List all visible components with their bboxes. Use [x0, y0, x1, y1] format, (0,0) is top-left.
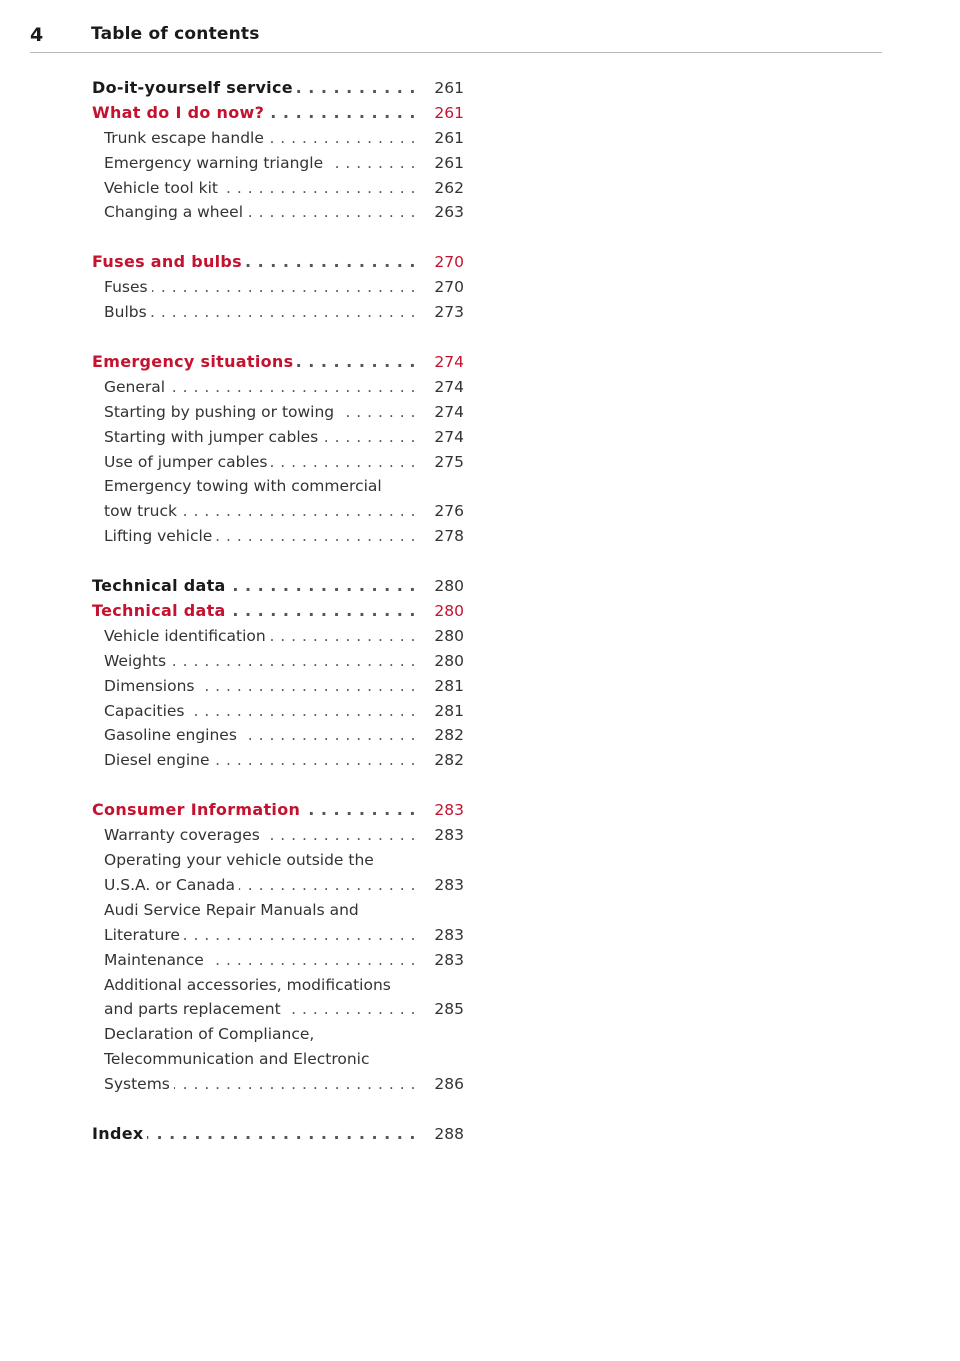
- toc-label: [104, 699, 416, 723]
- toc-heading[interactable]: [92, 599, 466, 624]
- toc-label: [92, 599, 416, 623]
- toc-label: [104, 200, 416, 224]
- toc-label: [104, 176, 416, 200]
- toc-label-text: Gasoline engines: [104, 726, 241, 744]
- toc-label-text: Bulbs: [104, 303, 151, 321]
- toc-entry[interactable]: [92, 524, 466, 549]
- toc-heading[interactable]: [92, 798, 466, 823]
- toc-entry[interactable]: [92, 823, 466, 848]
- toc-entry[interactable]: [92, 973, 466, 998]
- toc-label: [104, 400, 416, 424]
- toc-page-number: 282: [434, 726, 464, 745]
- toc-entry[interactable]: [92, 898, 466, 923]
- toc-label-text: Declaration of Compliance,: [104, 1025, 318, 1043]
- toc-label-text: Changing a wheel: [104, 203, 247, 221]
- toc-entry[interactable]: [92, 425, 466, 450]
- toc-entry[interactable]: [92, 300, 466, 325]
- toc-label-text: Index: [92, 1124, 147, 1143]
- toc-page-number: 281: [434, 701, 464, 720]
- toc-page-number: 280: [434, 602, 464, 621]
- toc-label-text: Use of jumper cables: [104, 453, 271, 471]
- toc-entry[interactable]: [92, 674, 466, 699]
- toc-heading[interactable]: [92, 250, 466, 275]
- toc-label: [92, 574, 416, 598]
- toc-entry[interactable]: [92, 723, 466, 748]
- toc-page-number: 283: [434, 875, 464, 894]
- toc-label-text: Literature: [104, 926, 184, 944]
- toc-label-text: General: [104, 378, 169, 396]
- toc-page-number: 283: [434, 826, 464, 845]
- toc-label-text: Vehicle tool kit: [104, 179, 222, 197]
- toc-label: [92, 250, 416, 274]
- toc-page-number: 283: [434, 925, 464, 944]
- toc-label: [92, 798, 416, 822]
- toc-label: [104, 450, 416, 474]
- toc-page-number: 270: [434, 253, 464, 272]
- toc-page-number: 261: [434, 103, 464, 122]
- toc-label: [104, 997, 416, 1021]
- toc-page-number: 278: [434, 527, 464, 546]
- toc-label-text: Technical data: [92, 576, 230, 595]
- toc-page-number: 261: [434, 79, 464, 97]
- toc-entry[interactable]: [92, 499, 466, 524]
- toc-label: [104, 823, 416, 847]
- toc-label: [92, 101, 416, 125]
- toc-page-number: 274: [434, 402, 464, 421]
- toc-entry[interactable]: [92, 275, 466, 300]
- toc-label-text: Consumer Information: [92, 800, 304, 819]
- toc-page-number: 283: [434, 801, 464, 820]
- toc-label-text: Starting by pushing or towing: [104, 403, 338, 421]
- toc-entry[interactable]: [92, 873, 466, 898]
- page-header: [30, 24, 882, 53]
- toc-page-number: 276: [434, 502, 464, 521]
- toc-label: [104, 624, 416, 648]
- toc-label: [104, 674, 416, 698]
- toc-entry[interactable]: [92, 375, 466, 400]
- toc-page-number: 280: [434, 651, 464, 670]
- toc-entry[interactable]: [92, 1022, 466, 1047]
- toc-label: [92, 1122, 416, 1146]
- toc-entry[interactable]: [92, 400, 466, 425]
- toc-label: [104, 300, 416, 324]
- toc-label-text: Capacities: [104, 702, 188, 720]
- toc-label-text: Emergency warning triangle: [104, 154, 327, 172]
- toc-page-number: 288: [434, 1124, 464, 1143]
- toc-label: [104, 126, 416, 150]
- toc-label-text: Telecommunication and Electronic: [104, 1050, 374, 1068]
- toc-entry[interactable]: [92, 748, 466, 773]
- toc-heading[interactable]: [92, 350, 466, 375]
- toc-page-number: 280: [434, 577, 464, 596]
- toc-entry[interactable]: [92, 1072, 466, 1097]
- toc-label-text: Operating your vehicle outside the: [104, 851, 378, 869]
- toc-label: [104, 748, 416, 772]
- toc-label-text: Systems: [104, 1075, 174, 1093]
- toc-heading[interactable]: [92, 1122, 466, 1147]
- page-title: Table of contents: [91, 24, 260, 44]
- toc-label-text: Diesel engine: [104, 751, 214, 769]
- toc-label-text: Fuses: [104, 278, 152, 296]
- toc-label: [104, 873, 416, 897]
- toc-entry[interactable]: [92, 997, 466, 1022]
- toc-label-text: U.S.A. or Canada: [104, 876, 239, 894]
- toc-page-number: 274: [434, 353, 464, 372]
- toc-page-number: 262: [434, 178, 464, 197]
- toc-label: [104, 898, 416, 922]
- toc-entry[interactable]: [92, 474, 466, 499]
- toc-label-text: Lifting vehicle: [104, 527, 216, 545]
- toc-label: [104, 923, 416, 947]
- toc-entry[interactable]: [92, 176, 466, 201]
- toc-entry[interactable]: [92, 624, 466, 649]
- toc-label: [104, 375, 416, 399]
- toc-entry[interactable]: [92, 699, 466, 724]
- toc-entry[interactable]: [92, 948, 466, 973]
- toc-label: [92, 350, 416, 374]
- toc-label: [104, 1072, 416, 1096]
- toc-label-text: Starting with jumper cables: [104, 428, 322, 446]
- toc-heading[interactable]: [92, 574, 466, 599]
- toc-label-text: Additional accessories, modifications: [104, 976, 395, 994]
- toc-entry[interactable]: [92, 848, 466, 873]
- toc-label-text: What do I do now?: [92, 103, 268, 122]
- toc-page-number: 275: [434, 452, 464, 471]
- toc-page-number: 270: [434, 278, 464, 297]
- toc-label: [104, 1047, 416, 1071]
- toc-label-text: Emergency towing with commercial: [104, 477, 386, 495]
- toc-page-number: 261: [434, 128, 464, 147]
- toc-page-number: 285: [434, 1000, 464, 1019]
- toc-label: [104, 1022, 416, 1046]
- toc-label-text: Do-it-yourself service: [92, 78, 297, 97]
- toc-entry[interactable]: [92, 923, 466, 948]
- toc-page-number: 283: [434, 950, 464, 969]
- toc-heading[interactable]: [92, 101, 466, 126]
- toc-label-text: tow truck: [104, 502, 181, 520]
- toc-page-number: 282: [434, 751, 464, 770]
- toc-label: [104, 499, 416, 523]
- page-number: 4: [30, 24, 44, 46]
- toc-page-number: 274: [434, 377, 464, 396]
- table-of-contents: [92, 76, 466, 1147]
- toc-label: [104, 275, 416, 299]
- toc-entry[interactable]: [92, 200, 466, 225]
- toc-label-text: and parts replacement: [104, 1000, 285, 1018]
- toc-label-text: Dimensions: [104, 677, 198, 695]
- toc-label: [104, 151, 416, 175]
- toc-page-number: 261: [434, 153, 464, 172]
- toc-label-text: Vehicle identification: [104, 627, 270, 645]
- toc-label: [104, 848, 416, 872]
- toc-label: [104, 948, 416, 972]
- toc-page-number: 281: [434, 676, 464, 695]
- toc-entry[interactable]: [92, 126, 466, 151]
- toc-label-text: Maintenance: [104, 951, 208, 969]
- toc-page-number: 263: [434, 203, 464, 222]
- toc-label: [104, 973, 416, 997]
- toc-page-number: 286: [434, 1075, 464, 1094]
- toc-page-number: 273: [434, 303, 464, 322]
- toc-label-text: Audi Service Repair Manuals and: [104, 901, 363, 919]
- toc-heading[interactable]: [92, 76, 466, 101]
- toc-label-text: Fuses and bulbs: [92, 252, 246, 271]
- toc-label-text: Trunk escape handle: [104, 129, 268, 147]
- toc-page-number: 280: [434, 626, 464, 645]
- toc-entry[interactable]: [92, 151, 466, 176]
- toc-label-text: Weights: [104, 652, 170, 670]
- toc-label: [104, 425, 416, 449]
- toc-label: [104, 723, 416, 747]
- toc-label: [104, 524, 416, 548]
- toc-entry[interactable]: [92, 450, 466, 475]
- toc-label: [92, 76, 416, 100]
- toc-entry[interactable]: [92, 649, 466, 674]
- toc-label-text: Warranty coverages: [104, 826, 264, 844]
- toc-page-number: 274: [434, 427, 464, 446]
- toc-label-text: Technical data: [92, 601, 230, 620]
- toc-label-text: Emergency situations: [92, 352, 297, 371]
- toc-label: [104, 474, 416, 498]
- toc-label: [104, 649, 416, 673]
- toc-entry[interactable]: [92, 1047, 466, 1072]
